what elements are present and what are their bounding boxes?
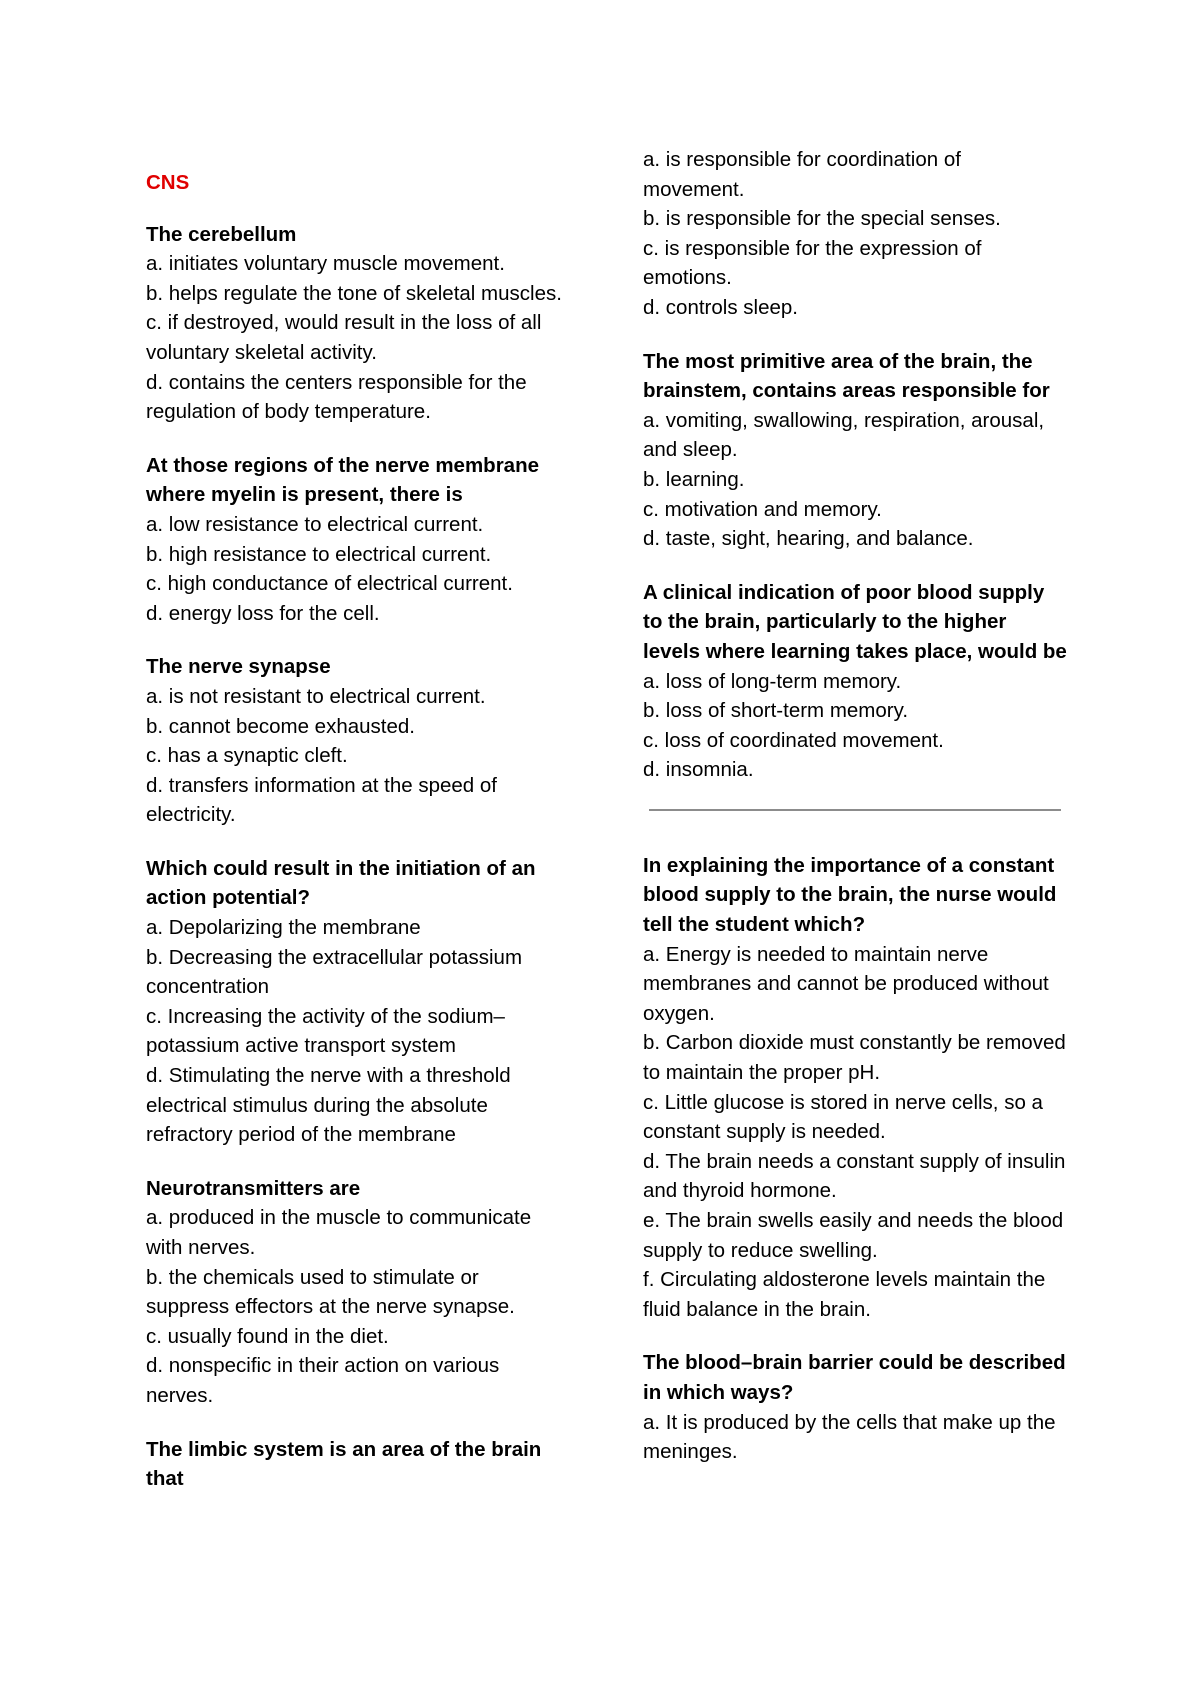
right-column — [643, 145, 1068, 1491]
question-stem: The nerve synapse — [146, 655, 331, 679]
section-heading: CNS — [146, 171, 190, 194]
question-stem: Neurotransmitters are — [146, 1176, 361, 1200]
answer-option: c. Little glucose is stored in nerve cells, so a constant supply is needed. — [643, 1090, 1043, 1144]
answer-option: c. if destroyed, would result in the loss of all voluntary skeletal activity. — [146, 311, 542, 364]
answer-option: b. learning. — [643, 467, 745, 491]
answer-option: d. nonspecific in their action on various nerves. — [146, 1354, 500, 1407]
question-block — [146, 652, 566, 830]
answer-option: b. Decreasing the extracellular potassium concentration — [146, 945, 523, 999]
section-divider — [649, 809, 1061, 811]
answer-option: d. taste, sight, hearing, and balance. — [643, 527, 974, 551]
answer-option: c. is responsible for the expression of emotions. — [643, 236, 982, 290]
question-block — [643, 578, 1068, 785]
answer-option: a. loss of long-term memory. — [643, 669, 902, 693]
answer-option: a. It is produced by the cells that make up the meninges. — [643, 1410, 1056, 1464]
left-column — [146, 168, 566, 1518]
right-question-list — [643, 145, 1068, 785]
answer-option: b. Carbon dioxide must constantly be removed to maintain the proper pH. — [643, 1031, 1066, 1085]
question-block — [146, 451, 566, 629]
answer-option: a. Depolarizing the membrane — [146, 916, 421, 940]
answer-option: d. transfers information at the speed of electricity. — [146, 773, 497, 827]
left-question-list — [146, 220, 566, 1494]
answer-option: b. is responsible for the special senses. — [643, 207, 1001, 231]
question-block — [643, 145, 1068, 323]
answer-option: c. high conductance of electrical current. — [146, 572, 513, 596]
answer-option: a. produced in the muscle to communicate with nerves. — [146, 1206, 532, 1259]
right-question-list-continued — [643, 851, 1068, 1467]
answer-option: f. Circulating aldosterone levels maintain the fluid balance in the brain. — [643, 1268, 1046, 1321]
answer-option: d. contains the centers responsible for the regulation of body temperature. — [146, 370, 527, 424]
answer-option: c. motivation and memory. — [643, 497, 882, 521]
answer-option: b. high resistance to electrical current. — [146, 542, 492, 566]
answer-option: b. cannot become exhausted. — [146, 714, 415, 738]
answer-option: b. loss of short-term memory. — [643, 699, 909, 723]
answer-option: d. controls sleep. — [643, 295, 798, 319]
answer-option: a. is responsible for coordination of movement. — [643, 148, 961, 201]
answer-option: c. usually found in the diet. — [146, 1324, 389, 1348]
question-stem: The most primitive area of the brain, the brainstem, contains areas responsible for — [643, 349, 1050, 403]
question-stem: A clinical indication of poor blood supply to the brain, particularly to the higher levels where learning takes place, would be — [643, 580, 1067, 663]
answer-option: d. The brain needs a constant supply of insulin and thyroid hormone. — [643, 1149, 1066, 1203]
answer-option: d. insomnia. — [643, 758, 754, 782]
question-block — [643, 1348, 1068, 1466]
answer-option: b. the chemicals used to stimulate or suppress effectors at the nerve synapse. — [146, 1265, 515, 1319]
question-stem: The blood–brain barrier could be described in which ways? — [643, 1351, 1066, 1404]
question-block — [643, 851, 1068, 1325]
answer-option: a. initiates voluntary muscle movement. — [146, 252, 505, 276]
answer-option: a. low resistance to electrical current. — [146, 512, 484, 536]
answer-option: a. Energy is needed to maintain nerve membranes and cannot be produced without oxygen. — [643, 942, 1049, 1025]
answer-option: c. Increasing the activity of the sodium–potassium active transport system — [146, 1004, 505, 1058]
answer-option: d. Stimulating the nerve with a threshold electrical stimulus during the absolute refractory period of the membrane — [146, 1064, 511, 1147]
question-stem: Which could result in the initiation of an action potential? — [146, 856, 536, 910]
answer-option: a. is not resistant to electrical current. — [146, 684, 486, 708]
answer-option: d. energy loss for the cell. — [146, 601, 380, 625]
question-block — [146, 220, 566, 427]
question-stem: In explaining the importance of a constant blood supply to the brain, the nurse would tell the student which? — [643, 853, 1057, 937]
question-block — [643, 347, 1068, 554]
question-stem: At those regions of the nerve membrane where myelin is present, there is — [146, 453, 540, 507]
answer-option: c. loss of coordinated movement. — [643, 728, 944, 752]
answer-option: a. vomiting, swallowing, respiration, arousal, and sleep. — [643, 408, 1045, 462]
question-block — [146, 1435, 566, 1494]
question-stem: The cerebellum — [146, 222, 297, 246]
question-block — [146, 854, 566, 1150]
question-stem: The limbic system is an area of the brain that — [146, 1437, 542, 1491]
answer-option: e. The brain swells easily and needs the blood supply to reduce swelling. — [643, 1209, 1064, 1262]
answer-option: b. helps regulate the tone of skeletal muscles. — [146, 281, 562, 305]
answer-option: c. has a synaptic cleft. — [146, 744, 348, 768]
question-block — [146, 1174, 566, 1411]
